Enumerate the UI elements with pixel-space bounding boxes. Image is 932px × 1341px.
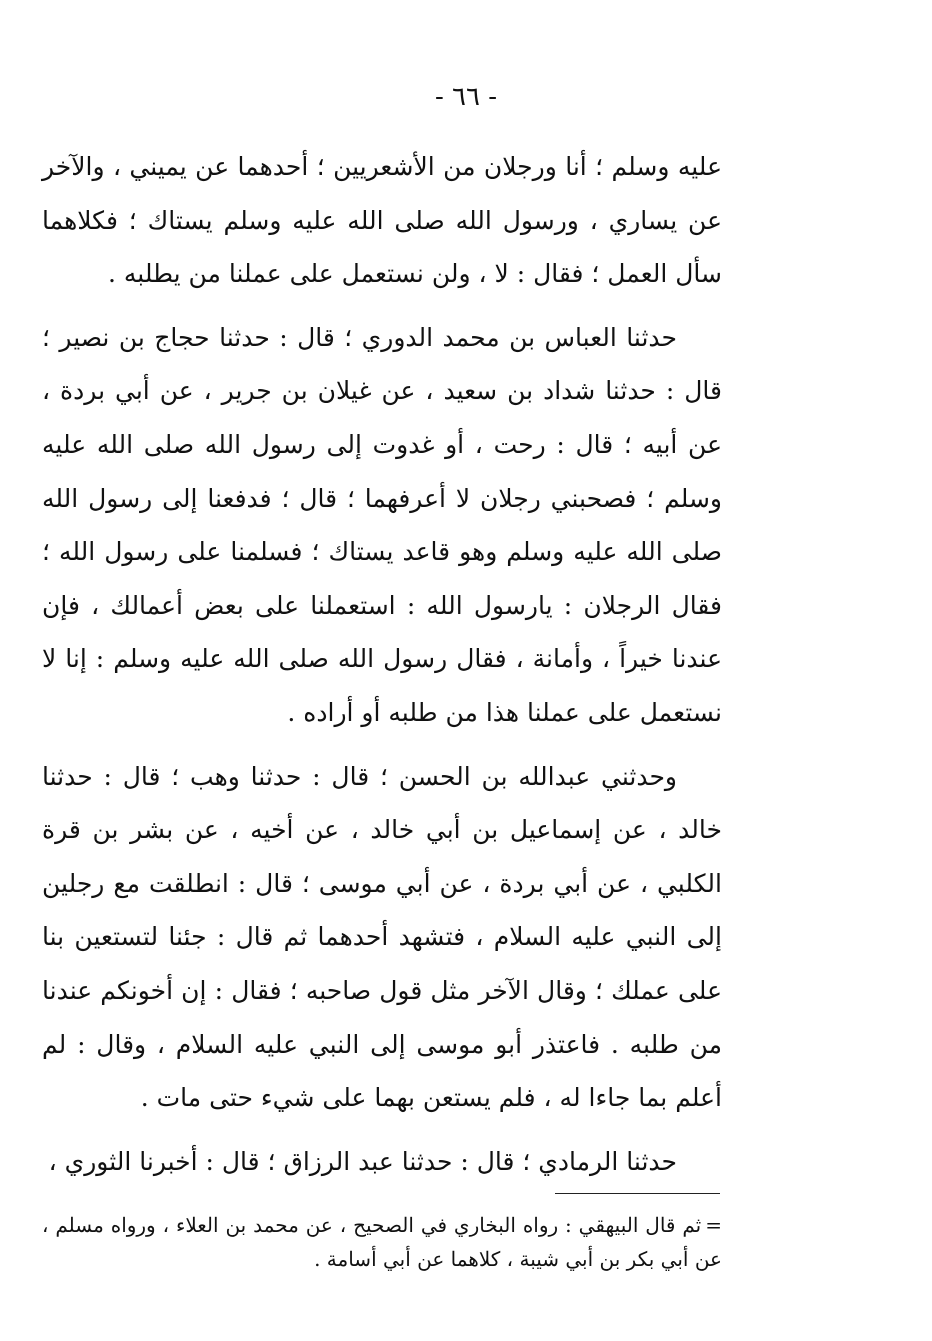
paragraph: عليه وسلم ؛ أنا ورجلان من الأشعريين ؛ أحدهما عن يميني ، والآخر عن يساري ، ورسول الله صلى الله عليه وسلم يستاك ؛ فكلاهما سأل العمل ؛ فقال : لا ، ولن نستعمل على عملنا من يطلبه . — [42, 152, 722, 289]
footnote-divider — [555, 1193, 720, 1194]
paragraph: حدثنا العباس بن محمد الدوري ؛ قال : حدثنا حجاج بن نصير ؛ قال : حدثنا شداد بن سعيد ، عن غيلان بن جرير ، عن أبي بردة ، عن أبيه ؛ قال : رحت ، أو غدوت إلى رسول الله صلى الله عليه وسلم ؛ فصحبني رجلان لا أعرفهما ؛ قال ؛ فدفعنا إلى رسول الله صلى الله عليه وسلم وهو قاعد يستاك ؛ فسلمنا على رسول الله ؛ فقال الرجلان : يارسول الله : استعملنا على بعض أعمالك ، فإن عندنا خيراً ، وأمانة ، فقال رسول الله صلى الله عليه وسلم : إنا لا نستعمل على عملنا هذا من طلبه أو أراده . — [42, 322, 722, 727]
footnote-text: ثم قال البيهقي : رواه البخاري في الصحيح ، عن محمد بن العلاء ، ورواه مسلم ، عن أبي بكر بن أبي شيبة ، كلاهما عن أبي أسامة . — [42, 1213, 722, 1271]
footnote — [42, 1208, 722, 1276]
paragraph: حدثنا الرمادي ؛ قال : حدثنا عبد الرزاق ؛ قال : أخبرنا الثوري ، — [48, 1146, 677, 1176]
page-number: - ٦٦ - — [434, 82, 498, 112]
paragraph: وحدثني عبدالله بن الحسن ؛ قال : حدثنا وهب ؛ قال : حدثنا خالد ، عن إسماعيل بن أبي خالد ، عن أخيه ، عن بشر بن قرة الكلبي ، عن أبي بردة ، عن أبي موسى ؛ قال : انطلقت مع رجلين إلى النبي عليه السلام ، فتشهد أحدهما ثم قال : جئنا لتستعين بنا على عملك ؛ وقال الآخر مثل قول صاحبه ؛ فقال : إن أخونكم عندنا من طلبه . فاعتذر أبو موسى إلى النبي عليه السلام ، وقال : لم أعلم بما جاءا له ، فلم يستعن بهما على شيء حتى مات . — [42, 761, 722, 1113]
footnote-continuation-mark: = — [705, 1213, 722, 1237]
main-text — [42, 140, 722, 1188]
